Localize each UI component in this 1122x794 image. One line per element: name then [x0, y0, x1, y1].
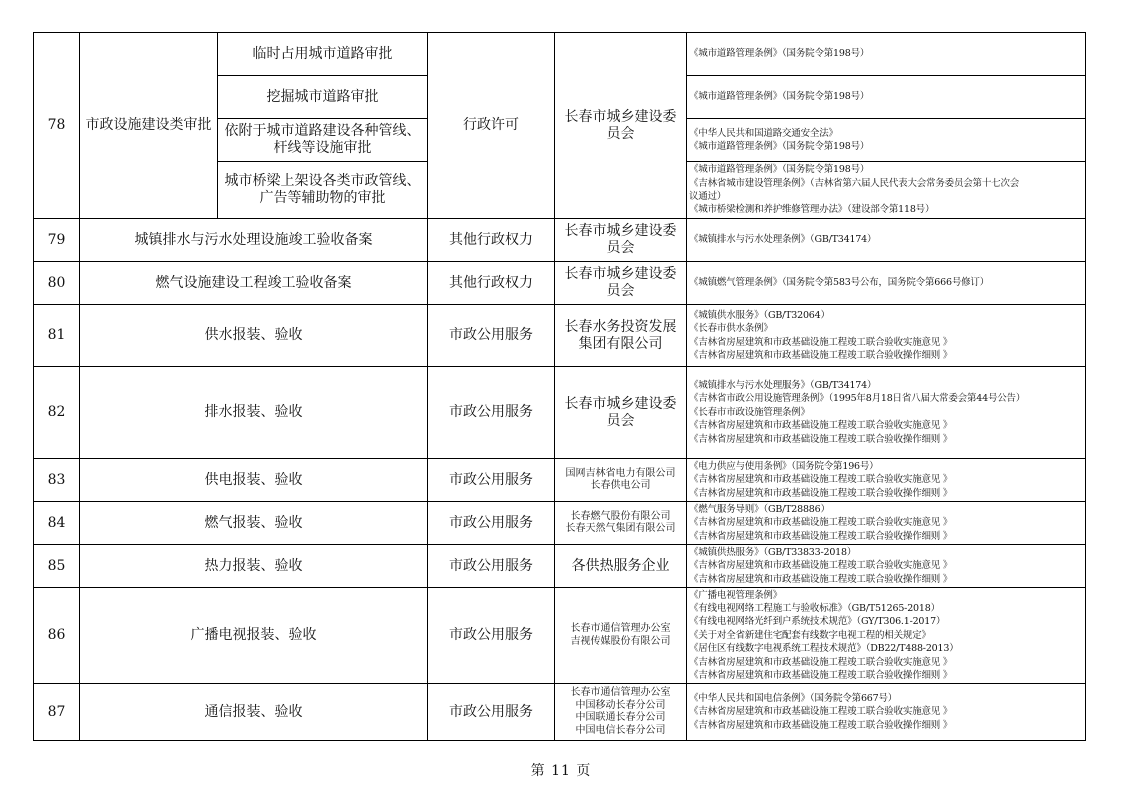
- basis-line: 《吉林省房屋建筑和市政基础设施工程竣工联合验收实施意见 》: [689, 336, 953, 348]
- unit-line: 中国联通长春分公司: [575, 712, 666, 723]
- basis-line: 《居住区有线数字电视系统工程技术规范》（DB22/T488-2013）: [689, 643, 959, 655]
- basis-line: 《吉林省房屋建筑和市政基础设施工程竣工联合验收操作细则 》: [689, 433, 953, 445]
- unit-cell: [555, 588, 687, 684]
- item-cell: 燃气报装、验收: [80, 502, 428, 545]
- basis-line: 《吉林省市政公用设施管理条例》（1995年8月18日省八届大常委会第44号公告）: [689, 393, 1026, 405]
- item-cell: 挖掘城市道路审批: [218, 76, 428, 119]
- type-cell: 市政公用服务: [428, 502, 555, 545]
- row-number: 78: [34, 33, 80, 219]
- type-cell: 市政公用服务: [428, 545, 555, 588]
- item-cell: 供电报装、验收: [80, 459, 428, 502]
- row-number: 86: [34, 588, 80, 684]
- basis-line: 《城镇排水与污水处理条例》（GB/T34174）: [689, 234, 877, 246]
- basis-cell: [687, 162, 1086, 219]
- type-cell: 其他行政权力: [428, 262, 555, 305]
- item-cell: 燃气设施建设工程竣工验收备案: [80, 262, 428, 305]
- table-row: [34, 305, 1086, 367]
- category-cell: 市政设施建设类审批: [80, 33, 218, 219]
- unit-cell: [555, 459, 687, 502]
- type-cell: 行政许可: [428, 33, 555, 219]
- basis-cell: [687, 33, 1086, 76]
- basis-line: 《城市道路管理条例》（国务院令第198号）: [689, 91, 870, 103]
- basis-line: 议通过）: [689, 191, 727, 202]
- basis-line: 《城镇供热服务》（GB/T33833-2018）: [689, 546, 857, 558]
- basis-line: 《有线电视网络工程施工与验收标准》（GB/T51265-2018）: [689, 602, 940, 614]
- row-number: 87: [34, 684, 80, 741]
- basis-line: 《吉林省房屋建筑和市政基础设施工程竣工联合验收操作细则 》: [689, 719, 953, 731]
- table-row: [34, 545, 1086, 588]
- item-cell: 临时占用城市道路审批: [218, 33, 428, 76]
- table-row: [34, 684, 1086, 741]
- table-row: [34, 367, 1086, 459]
- item-cell: 通信报装、验收: [80, 684, 428, 741]
- row-number: 80: [34, 262, 80, 305]
- unit-cell: [555, 502, 687, 545]
- basis-line: 《有线电视网络光纤到户系统技术规范》（GY/T306.1-2017）: [689, 616, 946, 628]
- row-number: 83: [34, 459, 80, 502]
- table-row: [34, 262, 1086, 305]
- unit-line: 长春市通信管理办公室: [570, 623, 671, 634]
- basis-line: 《长春市市政设施管理条例》: [689, 406, 810, 418]
- unit-line: 中国电信长春分公司: [575, 724, 666, 736]
- basis-line: 《中华人民共和国电信条例》（国务院令第667号）: [689, 692, 898, 704]
- basis-line: 《城镇燃气管理条例》（国务院令第583号公布，国务院令第666号修订）: [689, 277, 990, 289]
- basis-cell: [687, 684, 1086, 741]
- basis-cell: [687, 305, 1086, 367]
- basis-line: 《吉林省房屋建筑和市政基础设施工程竣工联合验收操作细则 》: [689, 349, 953, 361]
- basis-cell: [687, 459, 1086, 502]
- type-cell: 市政公用服务: [428, 367, 555, 459]
- basis-line: 《吉林省城市建设管理条例》（吉林省第六届人民代表大会常务委员会第十七次会: [689, 177, 1020, 189]
- basis-line: 《城镇供水服务》（GB/T32064）: [689, 309, 830, 321]
- item-cell: 供水报装、验收: [80, 305, 428, 367]
- unit-line: 长春供电公司: [590, 480, 651, 491]
- unit-cell: 长春水务投资发展集团有限公司: [555, 305, 687, 367]
- basis-cell: [687, 219, 1086, 262]
- basis-line: 《吉林省房屋建筑和市政基础设施工程竣工联合验收实施意见 》: [689, 474, 953, 486]
- basis-cell: [687, 76, 1086, 119]
- item-cell: 广播电视报装、验收: [80, 588, 428, 684]
- unit-line: 长春市通信管理办公室: [570, 687, 671, 698]
- row-number: 81: [34, 305, 80, 367]
- basis-line: 《中华人民共和国道路交通安全法》: [689, 127, 838, 139]
- unit-cell: 长春市城乡建设委员会: [555, 33, 687, 219]
- basis-line: 《吉林省房屋建筑和市政基础设施工程竣工联合验收操作细则 》: [689, 530, 953, 542]
- type-cell: 其他行政权力: [428, 219, 555, 262]
- type-cell: 市政公用服务: [428, 684, 555, 741]
- unit-line: 中国移动长春分公司: [575, 699, 666, 711]
- basis-line: 《吉林省房屋建筑和市政基础设施工程竣工联合验收实施意见 》: [689, 420, 953, 432]
- basis-cell: [687, 262, 1086, 305]
- table-row: [34, 502, 1086, 545]
- item-cell: 热力报装、验收: [80, 545, 428, 588]
- table-row: [34, 588, 1086, 684]
- basis-line: 《吉林省房屋建筑和市政基础设施工程竣工联合验收操作细则 》: [689, 487, 953, 499]
- table-row: [34, 33, 1086, 76]
- basis-line: 《关于对全省新建住宅配套有线数字电视工程的相关规定》: [689, 629, 931, 641]
- basis-line: 《城镇排水与污水处理服务》（GB/T34174）: [689, 379, 877, 391]
- basis-cell: [687, 545, 1086, 588]
- unit-cell: 各供热服务企业: [555, 545, 687, 588]
- unit-line: 吉视传媒股份有限公司: [570, 635, 671, 647]
- unit-cell: 长春市城乡建设委员会: [555, 219, 687, 262]
- basis-line: 《吉林省房屋建筑和市政基础设施工程竣工联合验收实施意见 》: [689, 706, 953, 718]
- item-cell: 排水报装、验收: [80, 367, 428, 459]
- unit-cell: 长春市城乡建设委员会: [555, 367, 687, 459]
- item-cell: 城市桥梁上架设各类市政管线、广告等辅助物的审批: [218, 162, 428, 219]
- table-row: [34, 459, 1086, 502]
- basis-line: 《城市道路管理条例》（国务院令第198号）: [689, 141, 870, 152]
- unit-line: 长春燃气股份有限公司: [570, 510, 671, 522]
- row-number: 85: [34, 545, 80, 588]
- basis-line: 《燃气服务导则》（GB/T28886）: [689, 503, 830, 515]
- unit-line: 国网吉林省电力有限公司: [565, 467, 676, 479]
- basis-line: 《城市道路管理条例》（国务院令第198号）: [689, 48, 870, 60]
- basis-line: 《城市道路管理条例》（国务院令第198号）: [689, 164, 870, 176]
- basis-line: 《电力供应与使用条例》（国务院令第196号）: [689, 460, 879, 472]
- basis-line: 《吉林省房屋建筑和市政基础设施工程竣工联合验收实施意见 》: [689, 560, 953, 572]
- basis-line: 《吉林省房屋建筑和市政基础设施工程竣工联合验收实施意见 》: [689, 517, 953, 529]
- row-number: 82: [34, 367, 80, 459]
- basis-line: 《吉林省房屋建筑和市政基础设施工程竣工联合验收实施意见 》: [689, 656, 953, 668]
- type-cell: 市政公用服务: [428, 305, 555, 367]
- type-cell: 市政公用服务: [428, 459, 555, 502]
- basis-cell: [687, 502, 1086, 545]
- unit-line: 长春天然气集团有限公司: [565, 523, 676, 534]
- basis-line: 《长春市供水条例》: [689, 323, 773, 335]
- table-row: [34, 219, 1086, 262]
- unit-cell: 长春市城乡建设委员会: [555, 262, 687, 305]
- basis-line: 《广播电视管理条例》: [689, 589, 783, 601]
- basis-line: 《吉林省房屋建筑和市政基础设施工程竣工联合验收操作细则 》: [689, 573, 953, 585]
- basis-cell: [687, 588, 1086, 684]
- unit-cell: [555, 684, 687, 741]
- row-number: 84: [34, 502, 80, 545]
- basis-cell: [687, 119, 1086, 162]
- basis-line: 《城市桥梁检测和养护维修管理办法》（建设部令第118号）: [689, 204, 935, 216]
- row-number: 79: [34, 219, 80, 262]
- item-cell: 城镇排水与污水处理设施竣工验收备案: [80, 219, 428, 262]
- type-cell: 市政公用服务: [428, 588, 555, 684]
- basis-line: 《吉林省房屋建筑和市政基础设施工程竣工联合验收操作细则 》: [689, 670, 953, 682]
- basis-cell: [687, 367, 1086, 459]
- service-table: [33, 32, 1086, 741]
- page-number: 第 11 页: [530, 763, 592, 779]
- item-cell: 依附于城市道路建设各种管线、杆线等设施审批: [218, 119, 428, 162]
